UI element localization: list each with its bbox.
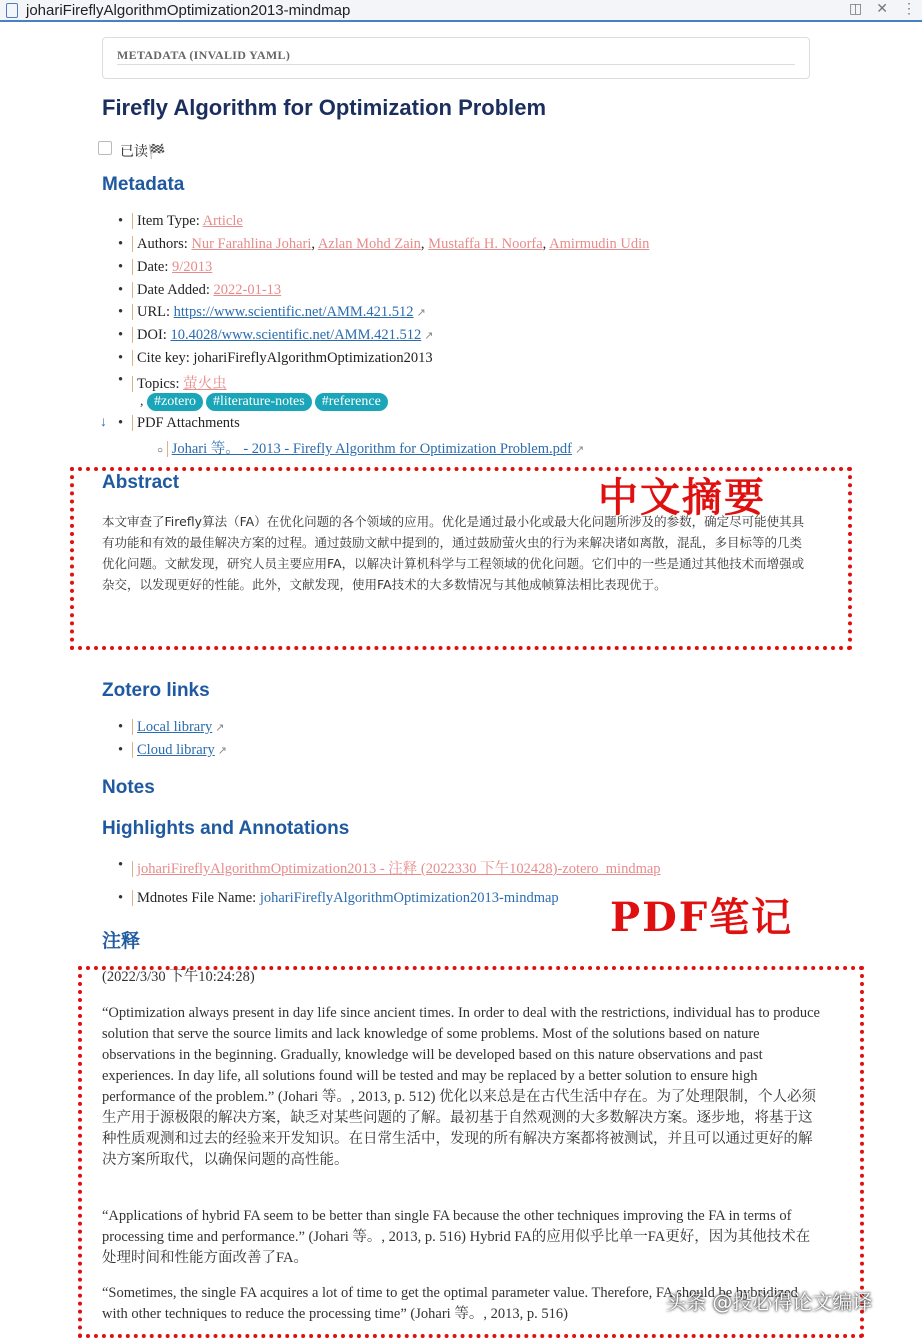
metadata-box-label: METADATA (INVALID YAML) [117,48,291,62]
list-item [118,350,433,367]
doi-link[interactable]: 10.4028/www.scientific.net/AMM.421.512 [170,327,422,343]
close-icon[interactable]: ✕ [876,0,888,16]
read-checkbox-label: 已读🏁 [120,143,166,159]
list-item: • Item Type: Article [118,213,243,230]
list-item: • Date: 9/2013 [118,259,212,276]
date-added-link[interactable]: 2022-01-13 [213,282,282,298]
cite-key: Cite key: johariFireflyAlgorithmOptimization2013 [132,350,433,366]
more-options-icon[interactable]: ⋮ [902,0,916,16]
list-item: • Authors: Nur Farahlina Johari, Azlan Mohd Zain, Mustaffa H. Noorfa, Amirmudin Udin [118,236,649,253]
page-title: Firefly Algorithm for Optimization Problem [102,95,547,120]
annotations-heading: 注释 [102,931,141,952]
list-item [118,857,661,878]
cloud-library-link[interactable]: Cloud library [137,742,215,758]
external-link-icon: ↗ [416,307,426,319]
document-icon [6,3,18,18]
window-title: johariFireflyAlgorithmOptimization2013-mindmap [26,1,351,19]
pdf-notes-stamp: PDF笔记 [610,894,794,941]
author-link[interactable]: Azlan Mohd Zain [317,236,421,252]
abstract-text: 本文审查了Firefly算法（FA）在优化问题的各个领域的应用。优化是通过最小化或最大化问题所涉及的参数，确定尽可能使其具有功能和有效的最佳解决方案的过程。通过鼓励文献中提到的，通过鼓励萤火虫的行为来解决诸如离散，混乱，多目标等的几类优化问题。文献发现，研究人员主要应用FA，以解决计算机科学与工程领域的优化问题。它们中的一些是通过其他技术而增强或杂交，以发现更好的性能。此外，文献发现，使用FA技术的大多数情况与其他成帧算法相比表现优于。 [102,514,805,592]
list-item: • Topics: 萤火虫 [118,372,227,393]
highlight-box [78,966,864,1338]
metadata-heading: Metadata [102,174,185,195]
url-link[interactable]: https://www.scientific.net/AMM.421.512 [173,304,414,320]
pdf-attachment-item: ○ Johari 等。 - 2013 - Firefly Algorithm for Optimization Problem.pdf ↗ [157,441,585,457]
read-checkbox[interactable] [98,141,112,155]
abstract-stamp: 中文摘要 [598,474,766,521]
collapse-arrow-icon[interactable]: ↓ [100,415,107,430]
highlights-heading: Highlights and Annotations [102,818,350,839]
split-view-icon[interactable]: ◫ [849,0,863,16]
date-link[interactable]: 9/2013 [172,259,213,275]
tag-literature-notes[interactable]: #literature-notes [206,393,312,411]
item-type-link[interactable]: Article [202,213,243,229]
annotation-paragraph: “Applications of hybrid FA seem to be better than single FA because the other techniques improving the FA in terms of processing time and performance.” (Johari 等。, 2013, p. 516) Hybrid FA的应用似乎比单一FA更好，因为其他技术在处理时间和性能方面改善了FA。 [102,1208,811,1266]
external-link-icon: ↗ [574,444,585,456]
annotation-note-link[interactable]: johariFireflyAlgorithmOptimization2013 - 注释 (2022330 下午102428)-zotero_mindmap [137,861,661,877]
pdf-file-link[interactable]: Johari 等。 - 2013 - Firefly Algorithm for Optimization Problem.pdf [171,441,572,457]
annotation-paragraph: “Sometimes, the single FA acquires a lot of time to get the optimal parameter value. Therefore, FA should be hybridized with other techniques to reduce the processing time” (Johari 等。, 2013, p. 516) [102,1285,798,1322]
topic-link[interactable]: 萤火虫 [183,376,227,392]
zotero-links-heading: Zotero links [102,680,210,701]
list-item: • Date Added: 2022-01-13 [118,282,281,299]
list-item: • DOI: 10.4028/www.scientific.net/AMM.421.512 ↗ [118,327,433,344]
mdnotes-file-link[interactable]: johariFireflyAlgorithmOptimization2013-mindmap [259,890,559,906]
list-item: • URL: https://www.scientific.net/AMM.421.512 ↗ [118,304,426,321]
list-item: • Mdnotes File Name: johariFireflyAlgorithmOptimization2013-mindmap [118,890,559,907]
watermark: 头条 @投必得论文编译 [666,1290,873,1314]
annotation-paragraph: “Optimization always present in day life since ancient times. In order to deal with the restrictions, individual has to produce solution that serve the source limits and lack knowledge of some problems. Most of the solutions based on nature observations in the beginning. Gradually, knowledge will be developed based on this nature observations and past experiences. In day life, all solutions found will be tested and may be replaced by a better solution to ensure high performance of the problem.” (Johari 等。, 2013, p. 512) 优化以来总是在古代生活中存在。为了处理限制，个人必须生产用于源极限的解决方案，缺乏对某些问题的了解。最初基于自然观测的大多数解决方案。逐步地，将基于这种性质观测和过去的经验来开发知识。在日常生活中，发现的所有解决方案都将被测试，并且可以通过更好的解决方案所取代，以确保问题的高性能。 [102,1005,820,1168]
abstract-heading: Abstract [102,472,180,493]
local-library-link[interactable]: Local library [137,719,213,735]
author-link[interactable]: Mustaffa H. Noorfa [428,236,543,252]
annotation-timestamp: (2022/3/30 下午10:24:28) [102,969,255,985]
list-item: • Cloud library ↗ [118,742,227,759]
tag-reference[interactable]: #reference [315,393,388,411]
notes-heading: Notes [102,777,155,798]
metadata-box [102,37,810,79]
author-link[interactable]: Nur Farahlina Johari [191,236,312,252]
list-item: • PDF Attachments [118,415,240,432]
list-item: • Local library ↗ [118,719,225,736]
author-link[interactable]: Amirmudin Udin [549,236,650,252]
window-titlebar [0,0,922,22]
external-link-icon: ↗ [424,330,434,342]
tag-zotero[interactable]: #zotero [147,393,203,411]
